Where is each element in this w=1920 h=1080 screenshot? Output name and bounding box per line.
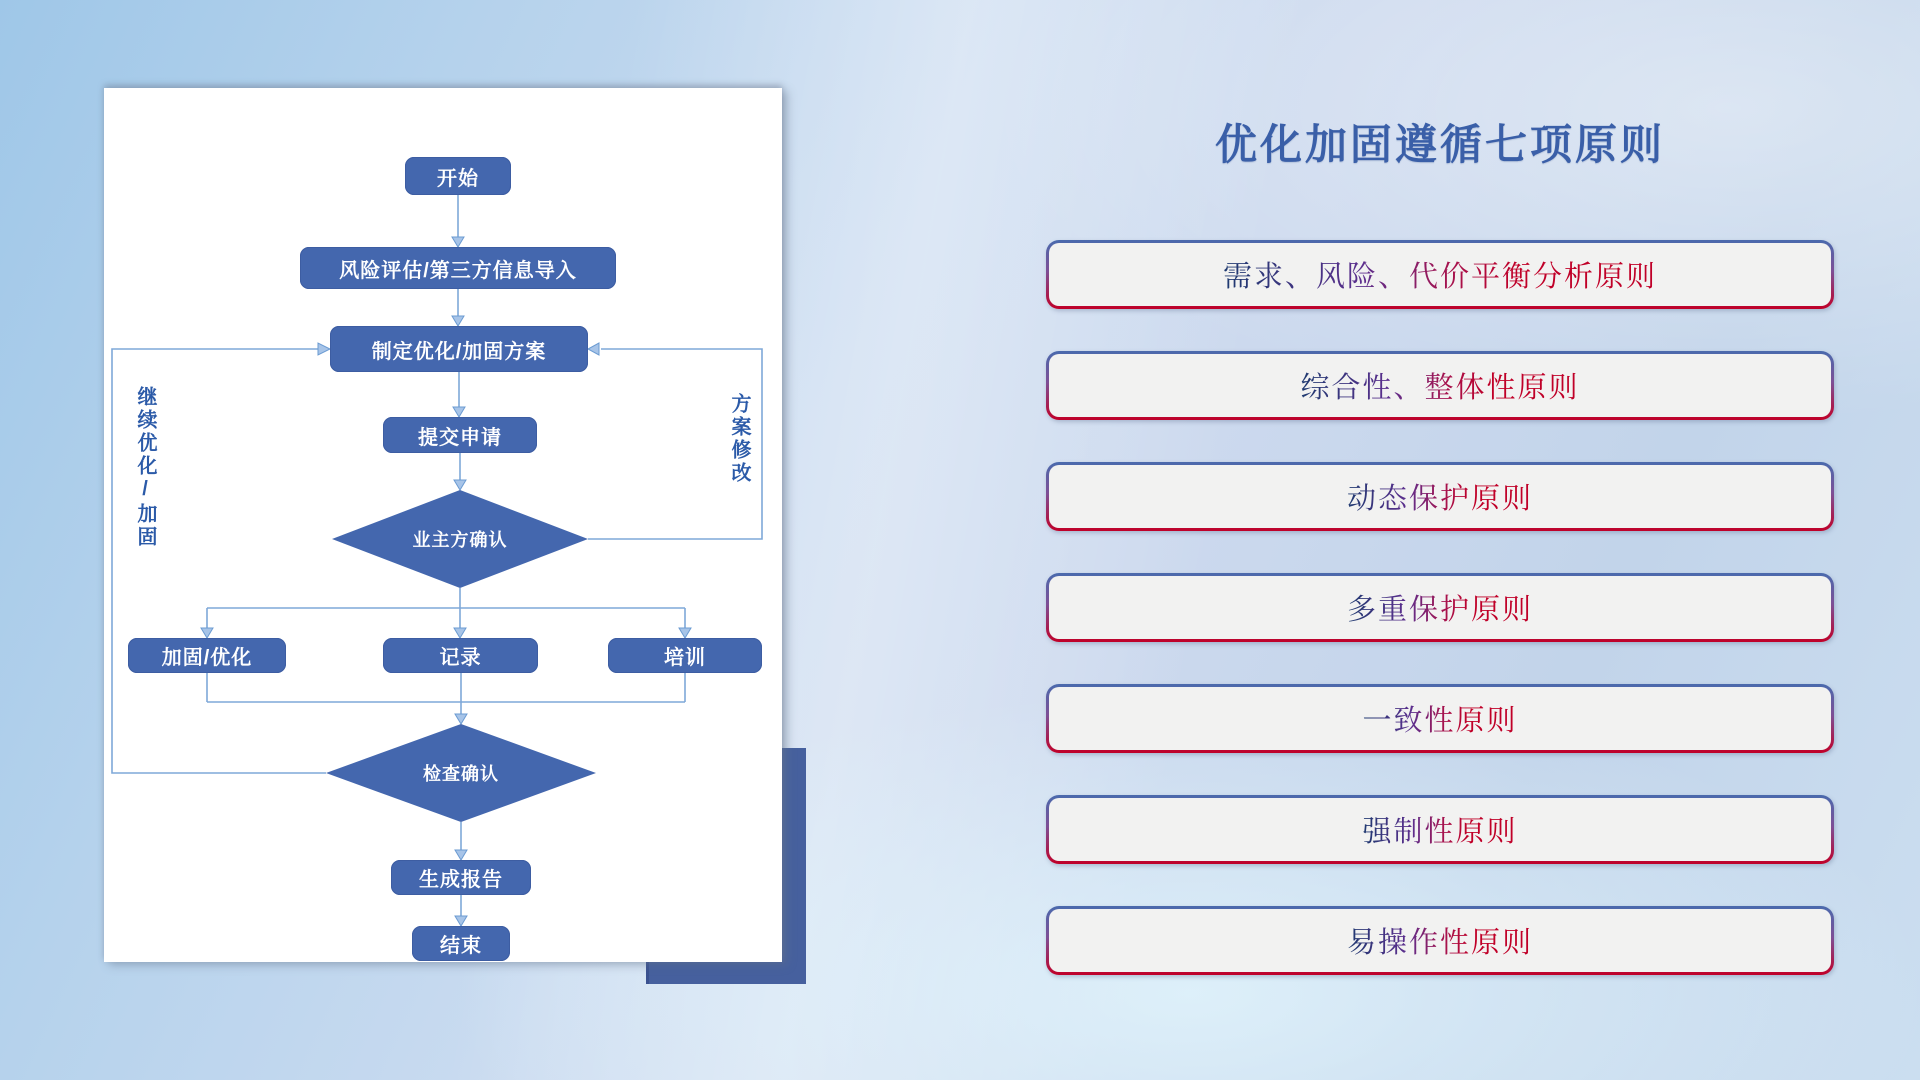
decision-check-confirm-shape <box>326 724 596 822</box>
principle-inner <box>1049 354 1831 417</box>
node-harden-optimize: 加固/优化 <box>128 638 286 673</box>
decision-owner-confirm-shape <box>332 490 588 588</box>
principle-inner <box>1049 243 1831 306</box>
principle-text: 动态保护原则 <box>1347 476 1533 517</box>
principle-box <box>1046 795 1834 864</box>
node-start: 开始 <box>405 157 511 195</box>
principle-inner <box>1049 465 1831 528</box>
principle-box <box>1046 684 1834 753</box>
loop-label-continue-optimize: 继续优化/加固 <box>134 386 156 549</box>
principle-text: 易操作性原则 <box>1347 920 1533 961</box>
principle-text: 需求、风险、代价平衡分析原则 <box>1223 254 1657 295</box>
principle-text: 一致性原则 <box>1362 698 1517 739</box>
principle-text: 强制性原则 <box>1362 809 1517 850</box>
page-title: 优化加固遵循七项原则 <box>1214 121 1665 168</box>
decision-owner-confirm-label: 业主方确认 <box>412 530 508 550</box>
loop-label-plan-revise: 方案修改 <box>728 393 750 485</box>
node-generate-report: 生成报告 <box>391 860 531 895</box>
principle-inner <box>1049 687 1831 750</box>
principles-list <box>1046 240 1834 1017</box>
node-make-plan: 制定优化/加固方案 <box>330 326 588 372</box>
principle-box <box>1046 462 1834 531</box>
node-record: 记录 <box>383 638 538 673</box>
node-risk-import: 风险评估/第三方信息导入 <box>300 247 616 289</box>
principle-box <box>1046 906 1834 975</box>
principle-text: 综合性、整体性原则 <box>1300 365 1579 406</box>
principle-inner <box>1049 909 1831 972</box>
node-submit-request: 提交申请 <box>383 417 537 453</box>
flowchart-card <box>104 88 782 962</box>
decision-check-confirm-label: 检查确认 <box>423 764 499 784</box>
principle-text: 多重保护原则 <box>1347 587 1533 628</box>
node-end: 结束 <box>412 926 510 961</box>
principle-inner <box>1049 576 1831 639</box>
principle-box <box>1046 240 1834 309</box>
flow-connectors <box>104 88 782 962</box>
principle-box <box>1046 573 1834 642</box>
node-training: 培训 <box>608 638 762 673</box>
principle-box <box>1046 351 1834 420</box>
principle-inner <box>1049 798 1831 861</box>
